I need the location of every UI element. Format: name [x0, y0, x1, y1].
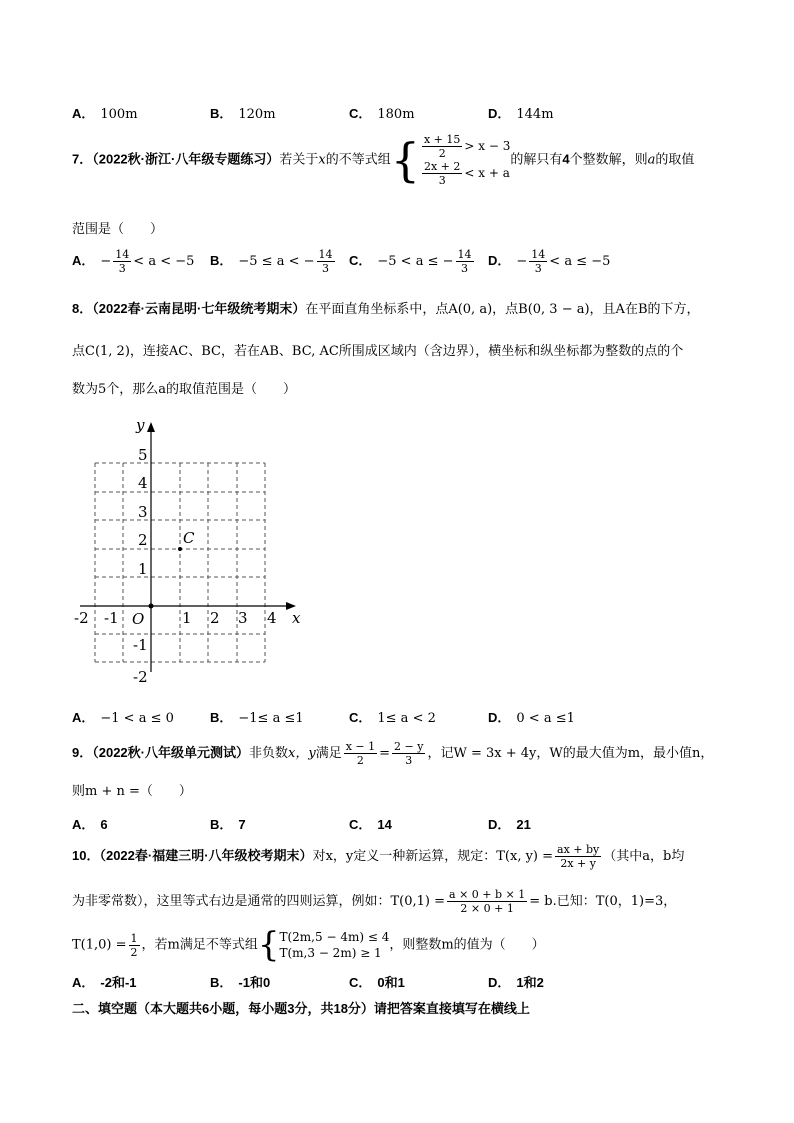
- q6-option-d: D． 144m: [488, 106, 554, 122]
- q7-option-b: B． −5 ≤ a < − $\frac{14}{3}$: [210, 248, 333, 275]
- origin-point: [149, 604, 154, 609]
- question-10: 10．（2022春·福建三明·八年级校考期末）对x，y定义一种新运算，规定：T(x, y) = $\frac{ax + by}{2x + y}$ （其中a，b均: [72, 843, 685, 870]
- q8-option-c: C． 1≤ a < 2: [349, 710, 436, 726]
- q8-line3: 数为5个，那么a的取值范围是（ ）: [72, 382, 297, 397]
- q9-option-a: A． 6: [72, 817, 108, 832]
- point-c: [178, 547, 182, 551]
- origin-label: O: [132, 610, 145, 628]
- inequality-system: T(2m,5 − 4m) ≤ 4 T(m,3 − 2m) ≥ 1: [279, 930, 390, 960]
- question-8: 8．（2022春·云南昆明·七年级统考期末）在平面直角坐标系中，点A(0, a)，点B(0, 3 − a)，且A在B的下方，: [72, 301, 700, 317]
- x-tick: -2: [74, 609, 89, 627]
- x-tick: 2: [210, 609, 220, 627]
- q7-line2: 范围是（ ）: [72, 222, 164, 237]
- y-axis-arrow: [147, 422, 155, 432]
- x-tick: 3: [238, 609, 248, 627]
- point-c-label: C: [183, 529, 195, 547]
- x-tick: 4: [267, 609, 277, 627]
- q9-option-d: D． 21: [488, 817, 531, 832]
- q10-option-a: A． -2和-1: [72, 975, 137, 990]
- coordinate-graph: [70, 410, 320, 700]
- left-brace: {: [390, 133, 420, 187]
- y-tick: -2: [133, 668, 148, 686]
- x-tick: -1: [104, 609, 119, 627]
- q10-option-c: C． 0和1: [349, 975, 405, 990]
- y-tick: 3: [138, 503, 148, 521]
- y-tick: 4: [138, 474, 148, 492]
- q9-line2: 则m + n =（ ）: [72, 784, 192, 799]
- q7-option-a: A． − $\frac{14}{3}$ < a < −5: [72, 248, 195, 275]
- q6-option-c: C． 180m: [349, 106, 415, 122]
- dashed-grid: [95, 463, 265, 662]
- q8-option-a: A． −1 < a ≤ 0: [72, 710, 174, 726]
- q7-option-c: C． −5 < a ≤ − $\frac{14}{3}$: [349, 248, 472, 275]
- section-2-heading: 二、填空题（本大题共6小题，每小题3分，共18分）请把答案直接填写在横线上: [72, 1001, 530, 1016]
- question-7: 7．（2022秋·浙江·八年级专题练习）若关于x的不等式组{ $\frac{x + 15}{2}$ > x − 3 $\frac{2x + 2}{3}$ < x + a 的解只有4个整数解，则a的取值: [72, 133, 695, 187]
- q10-line2: 为非零常数），这里等式右边是通常的四则运算，例如：T(0,1) = $\frac{a \times 0 + b \times 1}{2 \times 0 + 1}$ = b.已知：T(0，1)=3，: [72, 888, 677, 915]
- question-9: 9．（2022秋·八年级单元测试）非负数x，y满足 $\frac{x - 1}{2}$ = $\frac{2 - y}{3}$ ，记W = 3x + 4y，W的最大值为m，最小值n，: [72, 740, 714, 767]
- q9-option-b: B． 7: [210, 817, 246, 832]
- y-tick: -1: [133, 636, 148, 654]
- q9-option-c: C． 14: [349, 817, 392, 832]
- inequality-system: $\frac{x + 15}{2}$ > x − 3 $\frac{2x + 2}{3}$ < x + a: [423, 133, 511, 187]
- q8-option-b: B． −1≤ a ≤1: [210, 710, 304, 726]
- q10-line3: T(1,0) = $\frac{1}{2}$ ，若m满足不等式组{ T(2m,5 − 4m) ≤ 4 T(m,3 − 2m) ≥ 1 ，则整数m的值为（ ）: [72, 925, 545, 965]
- q10-option-d: D． 1和2: [488, 975, 544, 990]
- y-tick: 2: [138, 531, 148, 549]
- y-tick: 1: [138, 560, 148, 578]
- y-axis-label: y: [136, 416, 145, 434]
- q8-option-d: D． 0 < a ≤1: [488, 710, 575, 726]
- q6-option-a: A． 100m: [72, 106, 138, 122]
- x-axis-label: x: [292, 609, 301, 627]
- q7-option-d: D． − $\frac{14}{3}$ < a ≤ −5: [488, 248, 611, 275]
- q6-option-b: B． 120m: [210, 106, 276, 122]
- q10-option-b: B． -1和0: [210, 975, 271, 990]
- left-brace: {: [257, 925, 280, 965]
- q8-line2: 点C(1, 2)，连接AC、BC，若在AB、BC, AC所围成区域内（含边界），横坐标和纵坐标都为整数的点的个: [72, 344, 684, 359]
- x-tick: 1: [182, 609, 192, 627]
- y-tick: 5: [138, 446, 148, 464]
